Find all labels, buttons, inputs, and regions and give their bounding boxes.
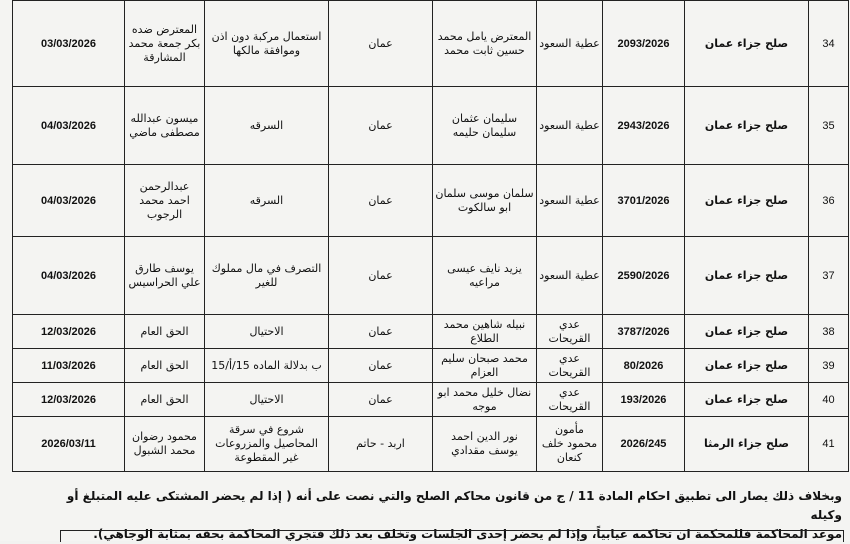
defendant-name: سلمان موسى سلمان ابو سالكوت (433, 165, 537, 237)
session-date: 04/03/2026 (13, 165, 125, 237)
city: عمان (329, 383, 433, 417)
row-number: 39 (809, 349, 849, 383)
session-date: 2026/03/11 (13, 417, 125, 472)
charge: الاحتيال (205, 315, 329, 349)
city: عمان (329, 349, 433, 383)
case-number: 2093/2026 (603, 1, 685, 87)
row-number: 37 (809, 237, 849, 315)
city: اربد - حاتم (329, 417, 433, 472)
city: عمان (329, 237, 433, 315)
table-continuation (60, 530, 844, 542)
defendant-name: نبيله شاهين محمد الطلاع (433, 315, 537, 349)
charge: السرقه (205, 87, 329, 165)
city: عمان (329, 87, 433, 165)
complainant-name: محمود رضوان محمد الشبول (125, 417, 205, 472)
defendant-name: سليمان عثمان سليمان حليمه (433, 87, 537, 165)
court-name: صلح جزاء عمان (685, 383, 809, 417)
court-name: صلح جزاء الرمثا (685, 417, 809, 472)
city: عمان (329, 1, 433, 87)
court-name: صلح جزاء عمان (685, 87, 809, 165)
court-name: صلح جزاء عمان (685, 1, 809, 87)
complainant-name: الحق العام (125, 349, 205, 383)
charge: التصرف في مال مملوك للغير (205, 237, 329, 315)
prosecutor-office: عطية السعود (537, 165, 603, 237)
table-row (13, 315, 849, 349)
court-name: صلح جزاء عمان (685, 349, 809, 383)
table-row (13, 383, 849, 417)
row-number: 36 (809, 165, 849, 237)
charge: ب بدلالة الماده 15/أ/15 (205, 349, 329, 383)
session-date: 04/03/2026 (13, 87, 125, 165)
table-row (13, 417, 849, 472)
defendant-name: المعترض يامل محمد حسين ثابت محمد (433, 1, 537, 87)
session-date: 04/03/2026 (13, 237, 125, 315)
complainant-name: ميسون عبدالله مصطفى ماضي (125, 87, 205, 165)
prosecutor-office: عطية السعود (537, 237, 603, 315)
defendant-name: نور الدين احمد يوسف مقدادي (433, 417, 537, 472)
table-row (13, 165, 849, 237)
charge: استعمال مركبة دون اذن وموافقة مالكها (205, 1, 329, 87)
row-number: 34 (809, 1, 849, 87)
case-number: 3701/2026 (603, 165, 685, 237)
case-number: 193/2026 (603, 383, 685, 417)
session-date: 12/03/2026 (13, 315, 125, 349)
case-number: 80/2026 (603, 349, 685, 383)
city: عمان (329, 315, 433, 349)
complainant-name: المعترض ضده بكر جمعة محمد المشارقة (125, 1, 205, 87)
court-name: صلح جزاء عمان (685, 165, 809, 237)
charge: شروع في سرقة المحاصيل والمزروعات غير المقطوعة (205, 417, 329, 472)
row-number: 40 (809, 383, 849, 417)
prosecutor-office: مأمون محمود خلف كنعان (537, 417, 603, 472)
row-number: 41 (809, 417, 849, 472)
prosecutor-office: عطية السعود (537, 1, 603, 87)
prosecutor-office: عطية السعود (537, 87, 603, 165)
row-number: 38 (809, 315, 849, 349)
defendant-name: نضال خليل محمد ابو موجه (433, 383, 537, 417)
defendant-name: محمد صبحان سليم العزام (433, 349, 537, 383)
row-number: 35 (809, 87, 849, 165)
table-row (13, 349, 849, 383)
case-number: 3787/2026 (603, 315, 685, 349)
complainant-name: الحق العام (125, 383, 205, 417)
case-number: 2026/245 (603, 417, 685, 472)
prosecutor-office: عدي القريحات (537, 349, 603, 383)
court-name: صلح جزاء عمان (685, 315, 809, 349)
session-date: 03/03/2026 (13, 1, 125, 87)
session-date: 11/03/2026 (13, 349, 125, 383)
case-number: 2590/2026 (603, 237, 685, 315)
table-row (13, 87, 849, 165)
prosecutor-office: عدي القريحات (537, 315, 603, 349)
prosecutor-office: عدي القريحات (537, 383, 603, 417)
session-date: 12/03/2026 (13, 383, 125, 417)
table-row (13, 1, 849, 87)
court-name: صلح جزاء عمان (685, 237, 809, 315)
charge: الاحتيال (205, 383, 329, 417)
complainant-name: يوسف طارق علي الحراسيس (125, 237, 205, 315)
defendant-name: يزيد نايف عيسى مراعيه (433, 237, 537, 315)
table-row (13, 237, 849, 315)
case-number: 2943/2026 (603, 87, 685, 165)
legal-note-line-1: وبخلاف ذلك يصار الى تطبيق احكام المادة 11 / ج من قانون محاكم الصلح والتي نصت على أنه ( إذا لم يحضر المشتكى عليه المتبلغ أو وكيله (66, 489, 842, 522)
complainant-name: عبدالرحمن احمد محمد الرجوب (125, 165, 205, 237)
charge: السرقه (205, 165, 329, 237)
cases-table (12, 0, 849, 472)
city: عمان (329, 165, 433, 237)
legal-note-line-2: موعد المحاكمة فللمحكمة ان تحاكمه غيابياً، وإذا لم يحضر إحدى الجلسات وتخلف بعد ذلك فتجري المحاكمة بحقه بمثابة الوجاهي). (93, 527, 842, 541)
complainant-name: الحق العام (125, 315, 205, 349)
